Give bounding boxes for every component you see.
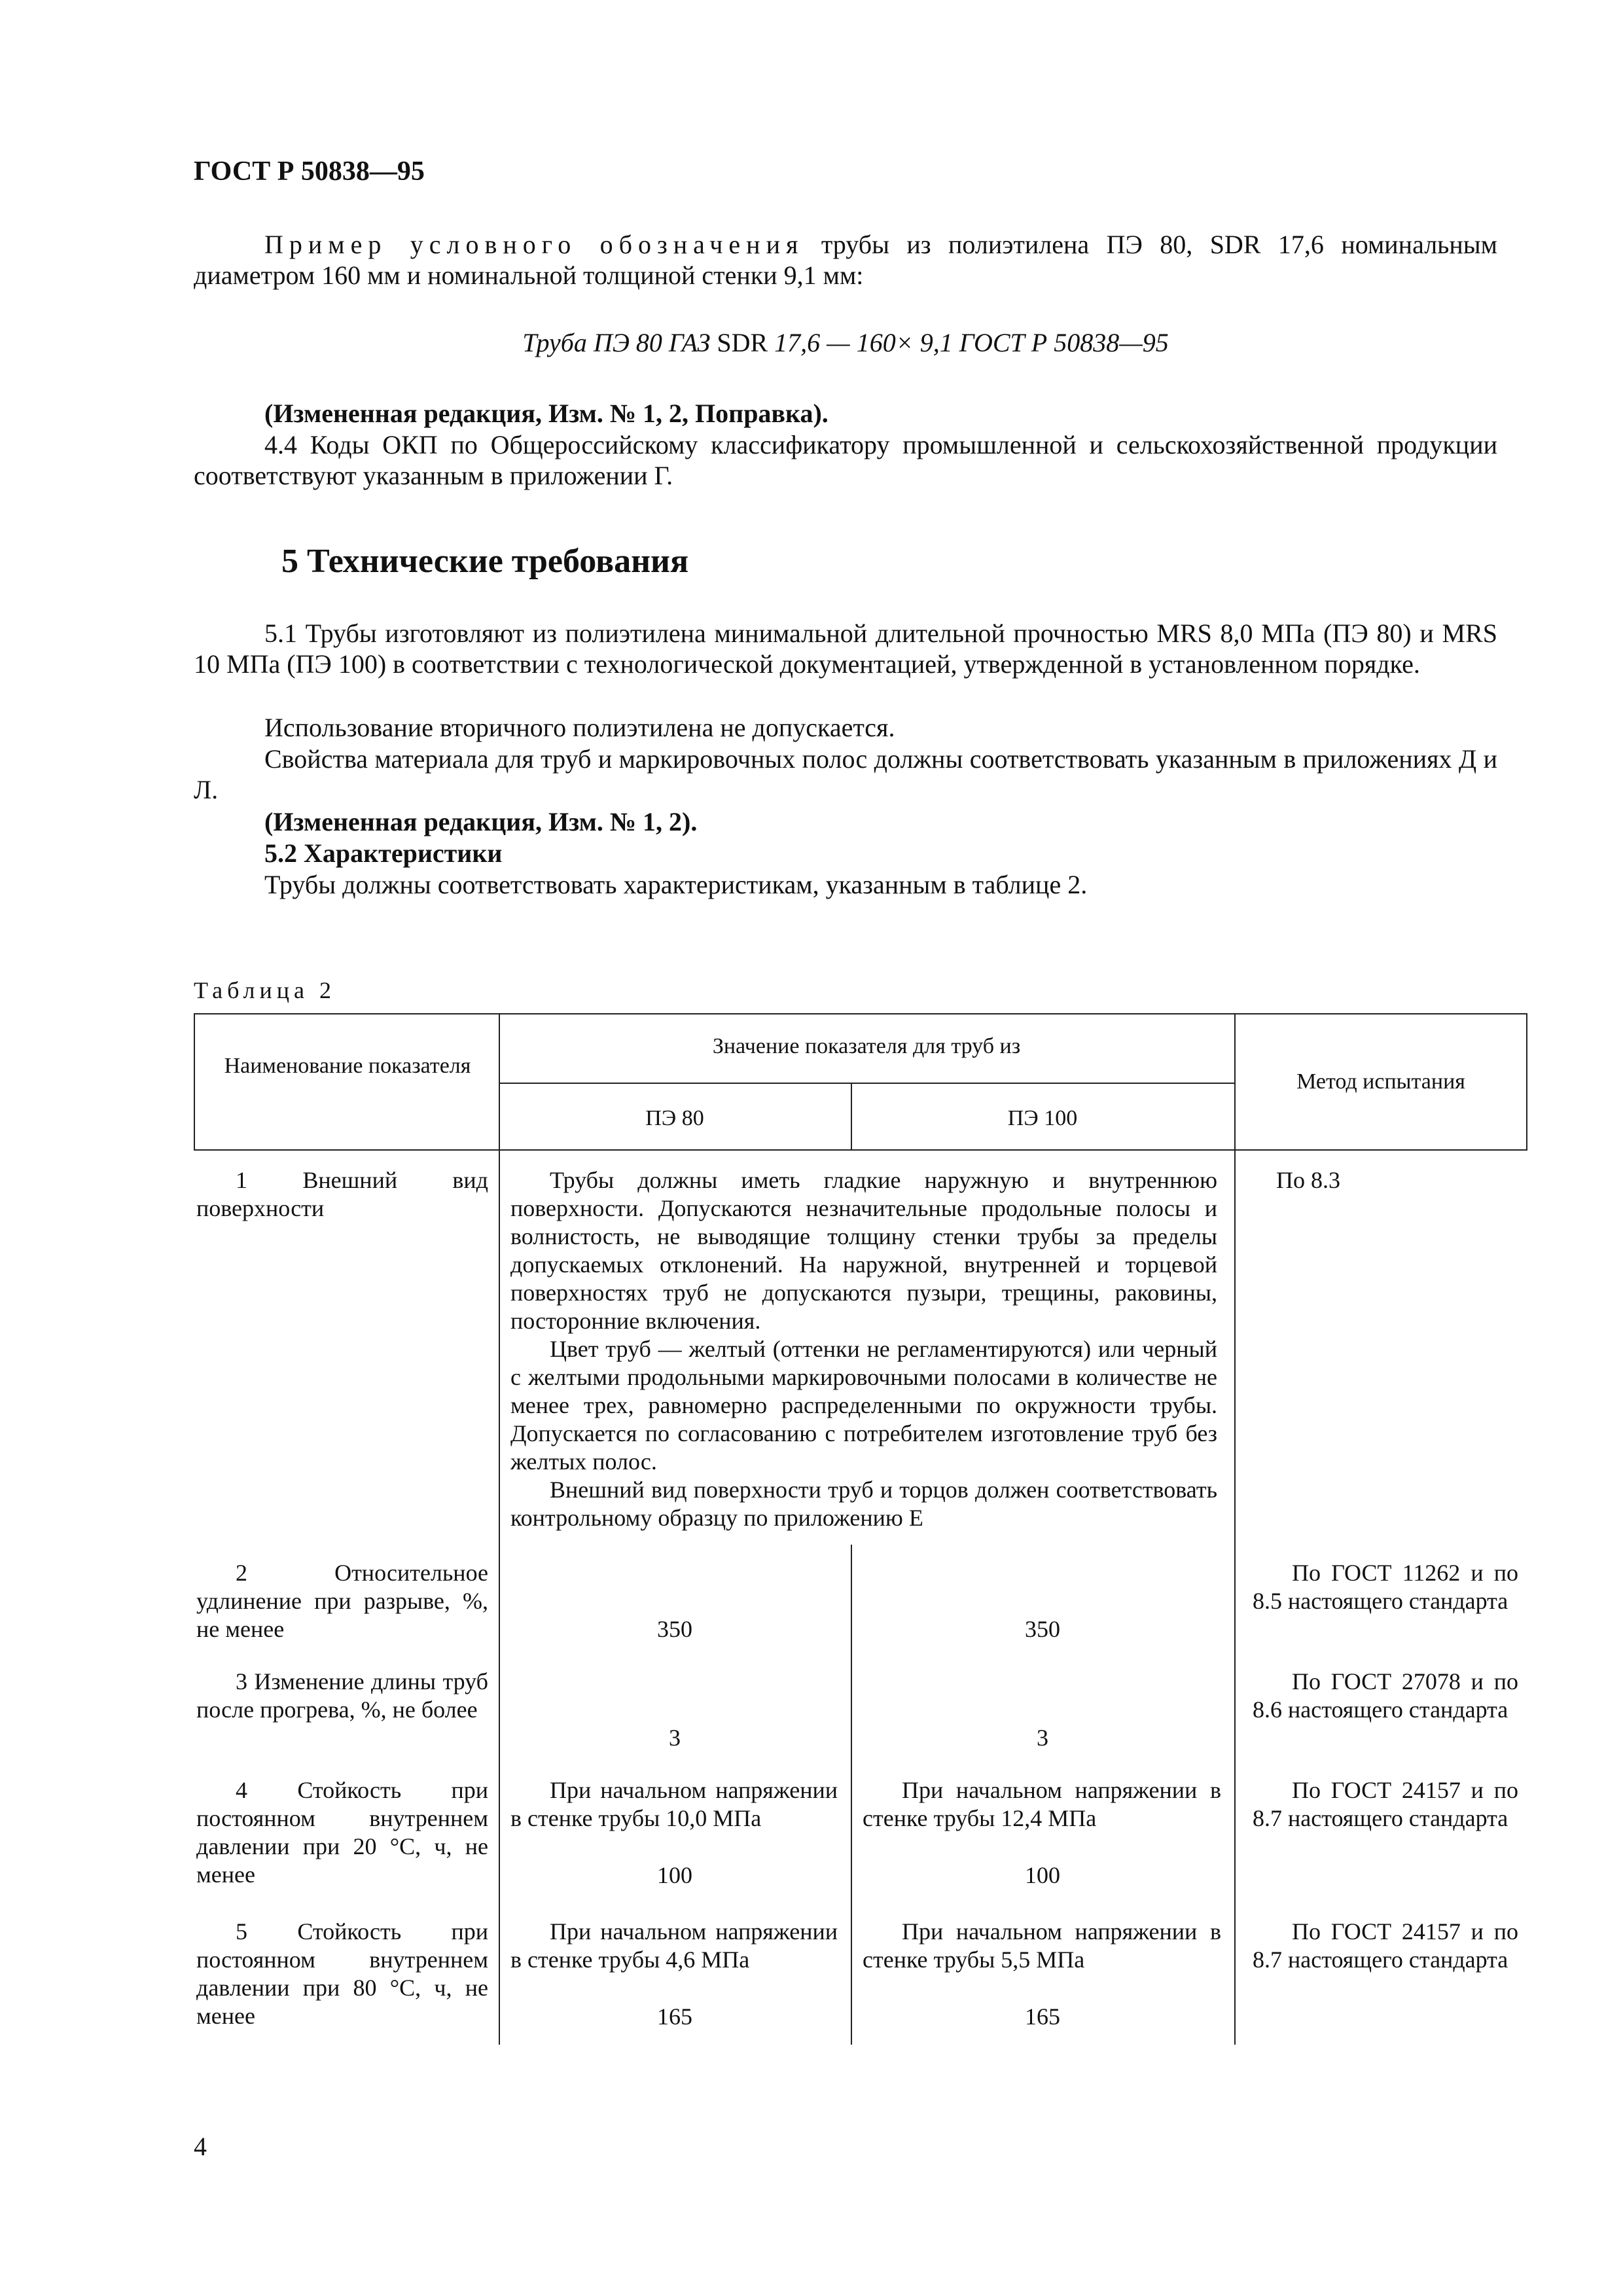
divider-pe-header bbox=[851, 1083, 852, 1149]
amendment-note-1: (Измененная редакция, Изм. № 1, 2, Поправка). bbox=[264, 399, 829, 428]
row-5-pe80: 165 bbox=[657, 2003, 692, 2030]
divider-name-values bbox=[499, 1013, 500, 2045]
row-3-pe100: 3 bbox=[1037, 1725, 1048, 1751]
row-4-pe100-note: При начальном напряжении в стенке трубы 12,4 МПа bbox=[863, 1777, 1221, 1831]
example-text: трубы из полиэтилена ПЭ 80, SDR 17,6 номинальным диаметром 160 мм и номинальной толщиной стенки 9,1 мм: bbox=[194, 230, 1497, 290]
header-name: Наименование показателя bbox=[224, 1054, 471, 1078]
table-top-border bbox=[194, 1013, 1527, 1014]
row-2-pe80: 350 bbox=[657, 1616, 692, 1642]
row-3-pe80: 3 bbox=[669, 1725, 681, 1751]
header-pe100: ПЭ 100 bbox=[1007, 1106, 1078, 1130]
row-1-paragraph-1: Трубы должны иметь гладкие наружную и внутреннюю поверхности. Допускаются незначительные продольные полосы и волнистость, не выводящие толщину стенки трубы за пределы допускаемых отклонений. На наружной, внутренней и торцевой поверхностях труб не допускаются пузыри, трещины, раковины, посторонние включения. bbox=[510, 1167, 1217, 1334]
right-border bbox=[1526, 1013, 1527, 1149]
row-1-paragraph-3: Внешний вид поверхности труб и торцов должен соответствовать контрольному образцу по приложению Е bbox=[510, 1477, 1217, 1531]
header-sub-divider bbox=[499, 1083, 1234, 1084]
formula-part-c: 17,6 — 160× 9,1 ГОСТ Р 50838—95 bbox=[768, 328, 1169, 357]
row-2-name: 2 Относительное удлинение при разрыве, %, не менее bbox=[196, 1560, 488, 1642]
designation-formula bbox=[194, 327, 1497, 358]
row-5-method: По ГОСТ 24157 и по 8.7 настоящего стандарта bbox=[1253, 1918, 1518, 1973]
table-caption: Таблица 2 bbox=[194, 977, 336, 1003]
row-1-name: 1 Внешний вид поверхности bbox=[196, 1167, 488, 1221]
row-2-method: По ГОСТ 11262 и по 8.5 настоящего стандарта bbox=[1253, 1560, 1518, 1614]
paragraph-5-2-title: 5.2 Характеристики bbox=[264, 838, 503, 868]
row-3-name: 3 Изменение длины труб после прогрева, %, не более bbox=[196, 1668, 488, 1723]
row-1-method: По 8.3 bbox=[1276, 1167, 1340, 1193]
row-5-pe100: 165 bbox=[1025, 2003, 1060, 2030]
designation-example-paragraph bbox=[194, 229, 1497, 291]
paragraph-5-2-text: Трубы должны соответствовать характеристикам, указанным в таблице 2. bbox=[264, 870, 1088, 899]
row-4-method: По ГОСТ 24157 и по 8.7 настоящего стандарта bbox=[1253, 1777, 1518, 1831]
paragraph-4-4: 4.4 Коды ОКП по Общероссийскому классификатору промышленной и сельскохозяйственной продукции соответствуют указанным в приложении Г. bbox=[194, 430, 1497, 490]
paragraph-recycled: Использование вторичного полиэтилена не допускается. bbox=[264, 713, 895, 742]
amendment-note-2: (Измененная редакция, Изм. № 1, 2). bbox=[264, 807, 698, 836]
row-4-pe100: 100 bbox=[1025, 1862, 1060, 1888]
divider-pe-body bbox=[851, 1545, 852, 2045]
document-code: ГОСТ Р 50838—95 bbox=[194, 156, 425, 187]
paragraph-5-1: 5.1 Трубы изготовляют из полиэтилена минимальной длительной прочностью MRS 8,0 МПа (ПЭ 80) и MRS 10 МПа (ПЭ 100) в соответствии с технологической документацией, утвержденной в установленном порядке. bbox=[194, 619, 1497, 679]
row-2-pe100: 350 bbox=[1025, 1616, 1060, 1642]
paragraph-material-properties: Свойства материала для труб и маркировочных полос должны соответствовать указанным в приложениях Д и Л. bbox=[194, 744, 1497, 804]
row-4-pe80: 100 bbox=[657, 1862, 692, 1888]
header-method: Метод испытания bbox=[1296, 1069, 1465, 1094]
characteristics-table bbox=[194, 1013, 1527, 2045]
row-4-name: 4 Стойкость при постоянном внутреннем давлении при 20 °С, ч, не менее bbox=[196, 1777, 488, 1888]
row-4-pe80-note: При начальном напряжении в стенке трубы 10,0 МПа bbox=[510, 1777, 838, 1831]
row-1-description bbox=[510, 1166, 1217, 1532]
header-value: Значение показателя для труб из bbox=[712, 1034, 1021, 1058]
row-5-pe80-note: При начальном напряжении в стенке трубы 4,6 МПа bbox=[510, 1918, 838, 1973]
left-border bbox=[194, 1013, 195, 1149]
row-1-paragraph-2: Цвет труб — желтый (оттенки не регламентируются) или черный с желтыми продольными маркировочными полосами в количестве не менее трех, равномерно распределенными по окружности трубы. Допускается по согласованию с потребителем изготовление труб без желтых полос. bbox=[510, 1336, 1217, 1475]
section-5-title: 5 Технические требования bbox=[281, 543, 689, 580]
divider-values-method bbox=[1234, 1013, 1236, 2045]
row-3-method: По ГОСТ 27078 и по 8.6 настоящего стандарта bbox=[1253, 1668, 1518, 1723]
row-5-name: 5 Стойкость при постоянном внутреннем давлении при 80 °С, ч, не менее bbox=[196, 1918, 488, 2029]
formula-part-sdr: SDR bbox=[717, 328, 768, 357]
header-pe80: ПЭ 80 bbox=[645, 1106, 704, 1130]
row-5-pe100-note: При начальном напряжении в стенке трубы 5,5 МПа bbox=[863, 1918, 1221, 1973]
example-lead: Пример условного обозначения bbox=[264, 230, 804, 259]
page-number: 4 bbox=[194, 2132, 207, 2161]
formula-part-a: Труба ПЭ 80 ГАЗ bbox=[522, 328, 717, 357]
header-bottom-border bbox=[194, 1149, 1527, 1151]
